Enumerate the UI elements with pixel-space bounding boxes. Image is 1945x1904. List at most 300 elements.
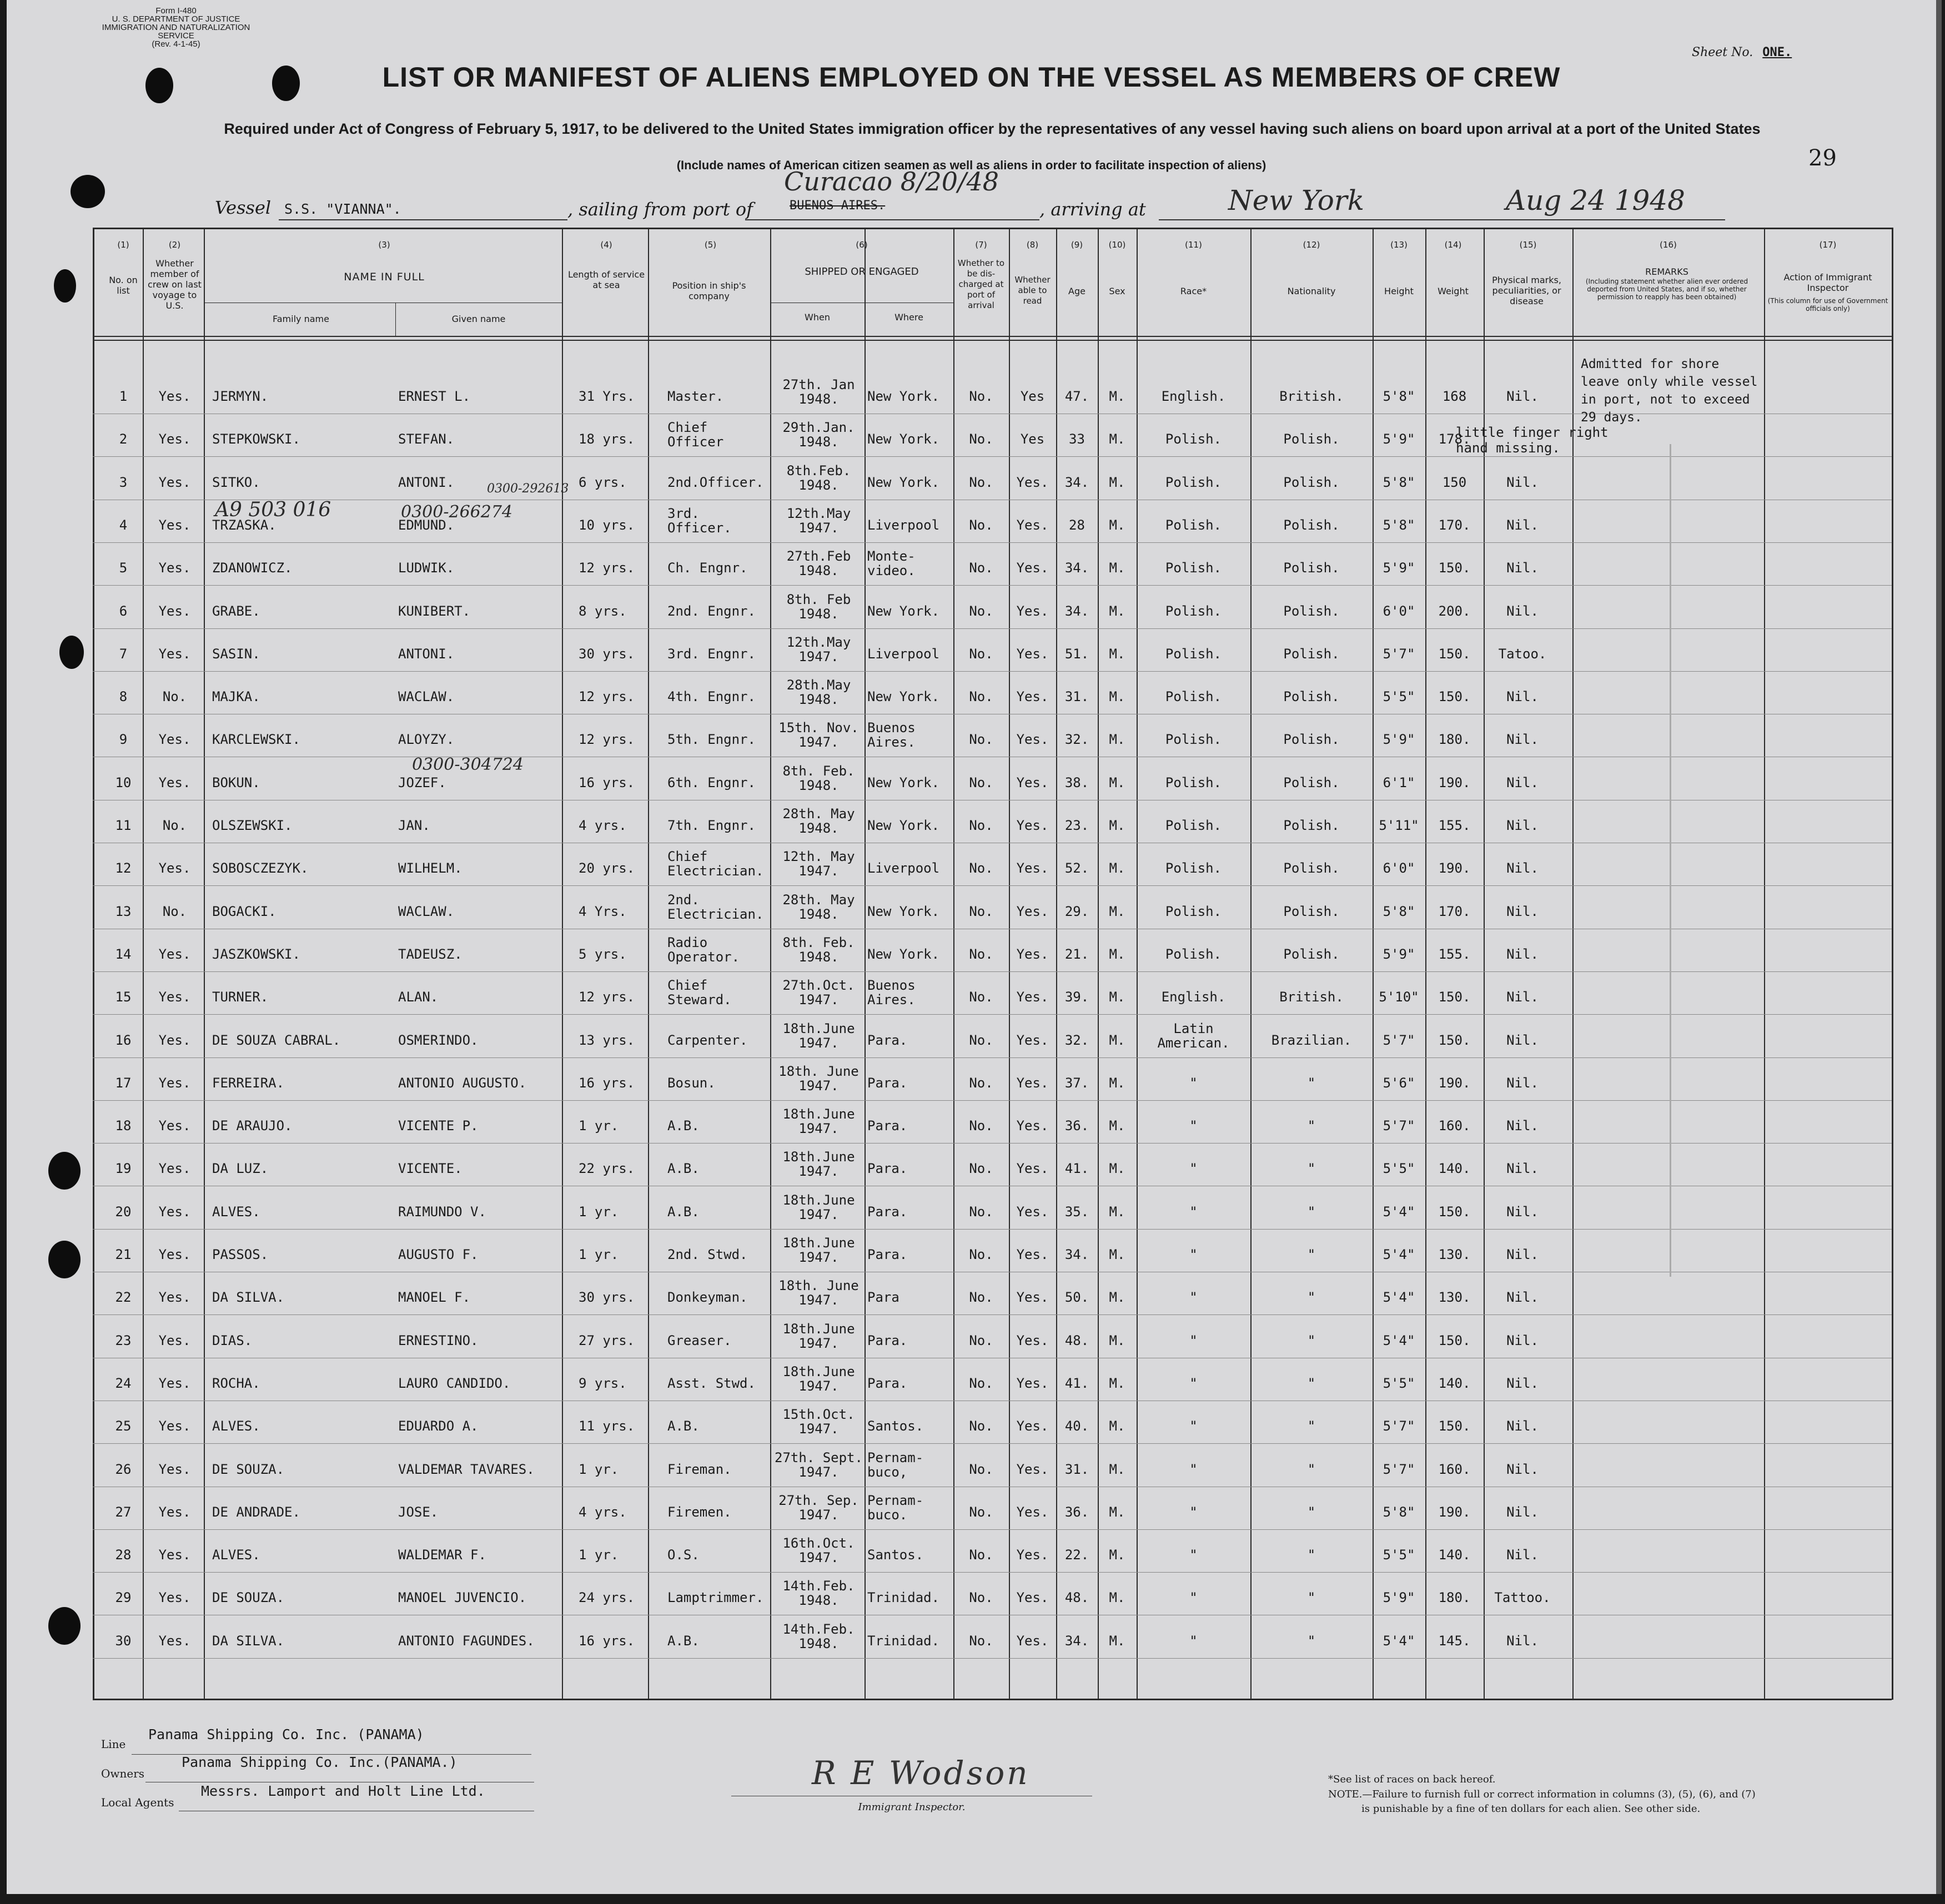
header-bottom-border	[93, 336, 1892, 337]
cell-discharged: No.	[969, 646, 993, 662]
header-name: NAME IN FULL	[344, 271, 425, 283]
cell-age: 36.	[1064, 1118, 1089, 1134]
cell-race: Polish.	[1165, 517, 1222, 533]
cell-where: New York.	[867, 431, 940, 447]
cell-marks: Nil.	[1506, 860, 1539, 877]
column-number: (4)	[600, 240, 612, 250]
cell-race: Polish.	[1165, 646, 1222, 662]
cell-nationality: Polish.	[1283, 946, 1340, 962]
cell-read: Yes.	[1016, 732, 1049, 748]
cell-discharged: No.	[969, 774, 993, 790]
cell-last: No.	[162, 689, 187, 705]
cell-family: DA SILVA.	[212, 1633, 285, 1649]
cell-race: "	[1189, 1075, 1198, 1091]
cell-read: Yes.	[1016, 989, 1049, 1005]
cell-race: "	[1189, 1247, 1198, 1262]
cell-race: Polish.	[1165, 818, 1222, 833]
cell-race: Polish.	[1165, 732, 1222, 748]
cell-marks: Nil.	[1506, 1203, 1539, 1220]
cell-family: SASIN.	[212, 646, 260, 662]
cell-height: 5'11"	[1379, 818, 1419, 833]
cell-given: LUDWIK.	[398, 560, 455, 576]
cell-family: STEPKOWSKI.	[212, 431, 300, 447]
cell-race: "	[1189, 1461, 1198, 1477]
cell-given: ANTONIO AUGUSTO.	[398, 1075, 527, 1091]
cell-sex: M.	[1109, 1161, 1125, 1177]
cell-age: 31.	[1064, 689, 1089, 705]
cell-discharged: No.	[969, 1375, 993, 1391]
port-handwritten: Curacao 8/20/48	[784, 167, 999, 197]
cell-last: Yes.	[158, 774, 191, 790]
header-action: Action of Immigrant Inspector	[1783, 272, 1872, 293]
punch-hole	[71, 175, 105, 208]
cell-read: Yes.	[1016, 560, 1049, 576]
cell-where: Para.	[867, 1075, 908, 1091]
column-line	[1425, 228, 1426, 1700]
inspector-label: Immigrant Inspector.	[858, 1801, 966, 1813]
cell-race: Polish.	[1165, 860, 1222, 877]
cell-last: Yes.	[158, 389, 191, 404]
cell-weight: 168	[1442, 389, 1467, 404]
cell-discharged: No.	[969, 732, 993, 748]
cell-weight: 170.	[1438, 517, 1471, 533]
cell-position: Lamptrimmer.	[667, 1590, 764, 1606]
cell-sex: M.	[1109, 1290, 1125, 1306]
cell-given: MANOEL JUVENCIO.	[398, 1590, 527, 1606]
vessel-name[interactable]: S.S. "VIANNA".	[284, 201, 401, 217]
owners-value[interactable]: Panama Shipping Co. Inc.(PANAMA.)	[182, 1754, 458, 1770]
cell-read: Yes.	[1016, 1590, 1049, 1606]
column-number: (2)	[168, 240, 181, 250]
cell-service: 5 yrs.	[579, 946, 627, 962]
line-value[interactable]: Panama Shipping Co. Inc. (PANAMA)	[148, 1726, 424, 1742]
cell-height: 5'5"	[1383, 1547, 1415, 1563]
cell-marks: Nil.	[1506, 1075, 1539, 1091]
cell-age: 36.	[1064, 1504, 1089, 1520]
header-no: No. on list	[109, 275, 138, 296]
column-number: (11)	[1185, 240, 1202, 250]
column-number: (16)	[1660, 240, 1677, 250]
row-line	[93, 1057, 1892, 1058]
service: IMMIGRATION AND NATURALIZATION SERVICE	[102, 23, 250, 41]
column-number: (10)	[1108, 240, 1126, 250]
cell-read: Yes.	[1016, 903, 1049, 919]
cell-family: ZDANOWICZ.	[212, 560, 293, 576]
cell-no: 13	[115, 903, 132, 919]
cell-no: 27	[115, 1504, 132, 1520]
cell-when: 8th. Feb. 1948.	[782, 934, 855, 965]
cell-last: No.	[162, 818, 187, 833]
column-line	[93, 228, 94, 1700]
cell-race: "	[1189, 1375, 1198, 1391]
cell-given: EDUARDO A.	[398, 1418, 479, 1434]
column-line	[1892, 228, 1893, 1700]
cell-height: 5'5"	[1383, 1375, 1415, 1391]
cell-nationality: "	[1307, 1332, 1316, 1348]
cell-height: 5'9"	[1383, 1590, 1415, 1606]
cell-age: 41.	[1064, 1375, 1089, 1391]
row-line	[93, 1658, 1892, 1659]
cell-read: Yes.	[1016, 1461, 1049, 1477]
cell-read: Yes.	[1016, 774, 1049, 790]
cell-given: WILHELM.	[398, 860, 463, 877]
cell-discharged: No.	[969, 1418, 993, 1434]
cell-weight: 150.	[1438, 646, 1471, 662]
row-line	[93, 1572, 1892, 1573]
column-number: (5)	[704, 240, 717, 250]
cell-marks: Nil.	[1506, 774, 1539, 790]
column-number: (9)	[1070, 240, 1083, 250]
cell-height: 5'7"	[1383, 1032, 1415, 1048]
line-label: Line	[101, 1737, 126, 1751]
cell-where: Para.	[867, 1161, 908, 1177]
cell-where: Para.	[867, 1332, 908, 1348]
cell-service: 8 yrs.	[579, 603, 627, 619]
cell-last: Yes.	[158, 603, 191, 619]
cell-where: New York.	[867, 903, 940, 919]
cell-nationality: Brazilian.	[1271, 1032, 1352, 1048]
include-text: (Include names of American citizen seamen as well as aliens in order to facilitate inspection of aliens)	[676, 158, 1266, 172]
cell-marks: Nil.	[1506, 1290, 1539, 1306]
cell-given: EDMUND.	[398, 517, 455, 533]
cell-race: Polish.	[1165, 689, 1222, 705]
cell-height: 5'5"	[1383, 689, 1415, 705]
column-number: (7)	[975, 240, 987, 250]
cell-read: Yes.	[1016, 1633, 1049, 1649]
cell-weight: 155.	[1438, 946, 1471, 962]
cell-marks: Nil.	[1506, 1032, 1539, 1048]
cell-where: New York.	[867, 774, 940, 790]
cell-family: ROCHA.	[212, 1375, 260, 1391]
cell-where: New York.	[867, 946, 940, 962]
cell-read: Yes	[1020, 431, 1045, 447]
cell-family: DA SILVA.	[212, 1290, 285, 1306]
column-line	[1250, 228, 1252, 1700]
cell-given: VICENTE P.	[398, 1118, 479, 1134]
cell-position: Fireman.	[667, 1461, 732, 1477]
cell-when: 8th. Feb. 1948.	[782, 763, 855, 793]
cell-discharged: No.	[969, 517, 993, 533]
cell-given: ALAN.	[398, 989, 439, 1005]
cell-when: 18th.June 1947.	[782, 1106, 855, 1137]
cell-height: 5'4"	[1383, 1290, 1415, 1306]
cell-weight: 150	[1442, 474, 1467, 490]
cell-position: Donkeyman.	[667, 1290, 748, 1306]
cell-race: "	[1189, 1504, 1198, 1520]
cell-height: 5'7"	[1383, 1418, 1415, 1434]
cell-family: FERREIRA.	[212, 1075, 285, 1091]
cell-nationality: Polish.	[1283, 689, 1340, 705]
cell-no: 1	[119, 389, 128, 404]
cell-given: RAIMUNDO V.	[398, 1203, 486, 1220]
header-action-sub: (This column for use of Government officials only)	[1767, 297, 1888, 313]
cell-read: Yes	[1020, 389, 1045, 404]
cell-read: Yes.	[1016, 1290, 1049, 1306]
cell-no: 15	[115, 989, 132, 1005]
cell-discharged: No.	[969, 431, 993, 447]
cell-height: 5'8"	[1383, 474, 1415, 490]
cell-where: New York.	[867, 389, 940, 404]
remarks-typed: Admitted for shore leave only while vessel in port, not to exceed 29 days.	[1581, 357, 1758, 425]
column-number: (15)	[1519, 240, 1537, 250]
cell-last: Yes.	[158, 1118, 191, 1134]
column-line	[562, 228, 563, 1700]
row-line	[93, 1100, 1892, 1101]
cell-sex: M.	[1109, 1075, 1125, 1091]
cell-marks: Nil.	[1506, 818, 1539, 833]
cell-last: Yes.	[158, 1504, 191, 1520]
cell-position: Firemen.	[667, 1504, 732, 1520]
cell-nationality: "	[1307, 1290, 1316, 1306]
cell-given: WALDEMAR F.	[398, 1547, 486, 1563]
cell-where: New York.	[867, 603, 940, 619]
cell-sex: M.	[1109, 860, 1125, 877]
required-text: Required under Act of Congress of February 5, 1917, to be delivered to the United States immigration officer by the representatives of any vessel having such aliens on board upon arrival at a port of the United States	[224, 120, 1761, 137]
cell-read: Yes.	[1016, 1504, 1049, 1520]
cell-no: 25	[115, 1418, 132, 1434]
cell-discharged: No.	[969, 1161, 993, 1177]
cell-read: Yes.	[1016, 818, 1049, 833]
cell-age: 52.	[1064, 860, 1089, 877]
cell-nationality: "	[1307, 1075, 1316, 1091]
column-line	[865, 228, 866, 1700]
cell-position: 7th. Engnr.	[667, 818, 756, 833]
header-last-voyage: Whether member of crew on last voyage to U.S.	[148, 258, 202, 311]
cell-sex: M.	[1109, 474, 1125, 490]
punch-hole	[59, 636, 84, 669]
cell-sex: M.	[1109, 1332, 1125, 1348]
cell-sex: M.	[1109, 646, 1125, 662]
column-number: (13)	[1390, 240, 1408, 250]
cell-sex: M.	[1109, 1590, 1125, 1606]
cell-read: Yes.	[1016, 1075, 1049, 1091]
cell-race: Polish.	[1165, 603, 1222, 619]
cell-service: 4 Yrs.	[579, 903, 627, 919]
cell-given: TADEUSZ.	[398, 946, 463, 962]
cell-race: Polish.	[1165, 431, 1222, 447]
cell-sex: M.	[1109, 560, 1125, 576]
alien-number: 0300-292613	[487, 482, 569, 496]
cell-where: Buenos Aires.	[867, 720, 916, 750]
cell-race: Polish.	[1165, 903, 1222, 919]
cell-when: 27th. Jan 1948.	[782, 377, 855, 407]
cell-position: 2nd. Electrician.	[667, 891, 764, 922]
cell-read: Yes.	[1016, 603, 1049, 619]
cell-given: KUNIBERT.	[398, 603, 471, 619]
cell-last: Yes.	[158, 1547, 191, 1563]
header-nationality: Nationality	[1287, 286, 1336, 296]
cell-position: A.B.	[667, 1161, 700, 1177]
cell-marks: Nil.	[1506, 517, 1539, 533]
manifest-page	[7, 0, 1942, 1894]
cell-read: Yes.	[1016, 689, 1049, 705]
row-line	[93, 1314, 1892, 1315]
cell-given: VALDEMAR TAVARES.	[398, 1461, 535, 1477]
cell-height: 5'7"	[1383, 1461, 1415, 1477]
cell-position: Chief Officer	[667, 420, 724, 450]
page-number: 29	[1808, 145, 1837, 171]
cell-marks: Nil.	[1506, 1118, 1539, 1134]
cell-last: Yes.	[158, 732, 191, 748]
cell-no: 29	[115, 1590, 132, 1606]
cell-service: 1 yr.	[579, 1461, 619, 1477]
column-number: (3)	[378, 240, 390, 250]
cell-when: 8th.Feb. 1948.	[786, 462, 851, 493]
cell-race: "	[1189, 1332, 1198, 1348]
cell-no: 26	[115, 1461, 132, 1477]
cell-discharged: No.	[969, 1547, 993, 1563]
cell-height: 5'6"	[1383, 1075, 1415, 1091]
cell-height: 6'1"	[1383, 774, 1415, 790]
cell-when: 18th. June 1947.	[778, 1278, 859, 1308]
cell-race: English.	[1161, 389, 1226, 404]
cell-discharged: No.	[969, 860, 993, 877]
cell-height: 5'5"	[1383, 1161, 1415, 1177]
cell-no: 5	[119, 560, 128, 576]
cell-nationality: "	[1307, 1203, 1316, 1220]
cell-when: 18th. June 1947.	[778, 1063, 859, 1094]
cell-weight: 140.	[1438, 1161, 1471, 1177]
cell-given: WACLAW.	[398, 903, 455, 919]
cell-discharged: No.	[969, 689, 993, 705]
header-shipped: SHIPPED OR ENGAGED	[805, 266, 919, 278]
alien-number: A9 503 016	[215, 498, 331, 521]
revision: (Rev. 4-1-45)	[152, 39, 200, 49]
cell-family: KARCLEWSKI.	[212, 732, 300, 748]
cell-service: 4 yrs.	[579, 818, 627, 833]
header-age: Age	[1068, 286, 1085, 296]
cell-read: Yes.	[1016, 860, 1049, 877]
cell-last: Yes.	[158, 1203, 191, 1220]
cell-discharged: No.	[969, 389, 993, 404]
column-number: (6)	[856, 240, 868, 250]
cell-marks: Tatoo.	[1498, 646, 1547, 662]
inspector-signature: R E Wodson	[812, 1754, 1030, 1792]
cell-discharged: No.	[969, 1203, 993, 1220]
cell-marks: Nil.	[1506, 389, 1539, 404]
cell-sex: M.	[1109, 1461, 1125, 1477]
cell-nationality: Polish.	[1283, 603, 1340, 619]
cell-weight: 150.	[1438, 689, 1471, 705]
cell-marks: Nil.	[1506, 989, 1539, 1005]
column-line	[1373, 228, 1374, 1700]
cell-sex: M.	[1109, 1032, 1125, 1048]
cell-where: New York.	[867, 689, 940, 705]
cell-where: New York.	[867, 474, 940, 490]
agents-value[interactable]: Messrs. Lamport and Holt Line Ltd.	[201, 1783, 485, 1799]
column-line	[770, 228, 771, 1700]
cell-marks: Nil.	[1506, 1332, 1539, 1348]
cell-service: 16 yrs.	[579, 774, 635, 790]
cell-height: 5'7"	[1383, 646, 1415, 662]
cell-when: 16th.Oct. 1947.	[782, 1535, 855, 1566]
cell-nationality: Polish.	[1283, 474, 1340, 490]
cell-when: 15th. Nov. 1947.	[778, 720, 859, 750]
cell-marks: Nil.	[1506, 474, 1539, 490]
header-double-border	[93, 340, 1892, 341]
cell-height: 5'9"	[1383, 732, 1415, 748]
cell-position: Master.	[667, 389, 724, 404]
cell-race: "	[1189, 1590, 1198, 1606]
cell-given: OSMERINDO.	[398, 1032, 479, 1048]
cell-when: 14th.Feb. 1948.	[782, 1621, 855, 1651]
cell-nationality: Polish.	[1283, 646, 1340, 662]
cell-nationality: "	[1307, 1590, 1316, 1606]
cell-weight: 150.	[1438, 1332, 1471, 1348]
cell-position: 5th. Engnr.	[667, 732, 756, 748]
cell-family: TURNER.	[212, 989, 269, 1005]
cell-last: Yes.	[158, 1290, 191, 1306]
cell-family: BOKUN.	[212, 774, 260, 790]
cell-no: 30	[115, 1633, 132, 1649]
cell-family: GRABE.	[212, 603, 260, 619]
cell-height: 5'8"	[1383, 903, 1415, 919]
cell-race: English.	[1161, 989, 1226, 1005]
cell-height: 6'0"	[1383, 603, 1415, 619]
cell-sex: M.	[1109, 774, 1125, 790]
cell-age: 39.	[1064, 989, 1089, 1005]
column-line	[143, 228, 144, 1700]
cell-service: 12 yrs.	[579, 989, 635, 1005]
cell-position: Carpenter.	[667, 1032, 748, 1048]
cell-read: Yes.	[1016, 1032, 1049, 1048]
cell-when: 27th.Oct. 1947.	[782, 978, 855, 1008]
cell-family: JASZKOWSKI.	[212, 946, 300, 962]
header-read: Whether able to read	[1014, 275, 1051, 306]
arriving-handwritten: New York	[1228, 184, 1364, 216]
cell-no: 8	[119, 689, 128, 705]
cell-sex: M.	[1109, 903, 1125, 919]
cell-nationality: Polish.	[1283, 517, 1340, 533]
cell-weight: 130.	[1438, 1290, 1471, 1306]
row-line	[93, 585, 1892, 586]
cell-marks: Nil.	[1506, 1633, 1539, 1649]
cell-family: MAJKA.	[212, 689, 260, 705]
cell-where: Para.	[867, 1375, 908, 1391]
cell-marks: Nil.	[1506, 1161, 1539, 1177]
cell-marks: Nil.	[1506, 603, 1539, 619]
cell-discharged: No.	[969, 1290, 993, 1306]
cell-nationality: "	[1307, 1633, 1316, 1649]
cell-last: Yes.	[158, 1633, 191, 1649]
cell-given: ALOYZY.	[398, 732, 455, 748]
cell-last: Yes.	[158, 1032, 191, 1048]
cell-age: 50.	[1064, 1290, 1089, 1306]
cell-age: 21.	[1064, 946, 1089, 962]
column-line	[1098, 228, 1099, 1700]
punch-hole	[48, 1607, 81, 1645]
punch-hole	[48, 1241, 81, 1278]
cell-height: 5'8"	[1383, 389, 1415, 404]
cell-last: Yes.	[158, 1418, 191, 1434]
cell-position: Chief Electrician.	[667, 849, 764, 879]
cell-last: Yes.	[158, 1075, 191, 1091]
cell-where: Para	[867, 1290, 899, 1306]
cell-service: 24 yrs.	[579, 1590, 635, 1606]
cell-read: Yes.	[1016, 646, 1049, 662]
cell-nationality: British.	[1279, 389, 1344, 404]
cell-marks: Nil.	[1506, 1418, 1539, 1434]
cell-no: 3	[119, 474, 128, 490]
cell-last: Yes.	[158, 431, 191, 447]
header-family-name: Family name	[273, 314, 329, 324]
cell-weight: 200.	[1438, 603, 1471, 619]
cell-last: Yes.	[158, 1590, 191, 1606]
row-line	[93, 1014, 1892, 1015]
cell-where: Monte- video.	[867, 548, 916, 579]
cell-when: 18th.June 1947.	[782, 1192, 855, 1222]
cell-last: Yes.	[158, 1332, 191, 1348]
